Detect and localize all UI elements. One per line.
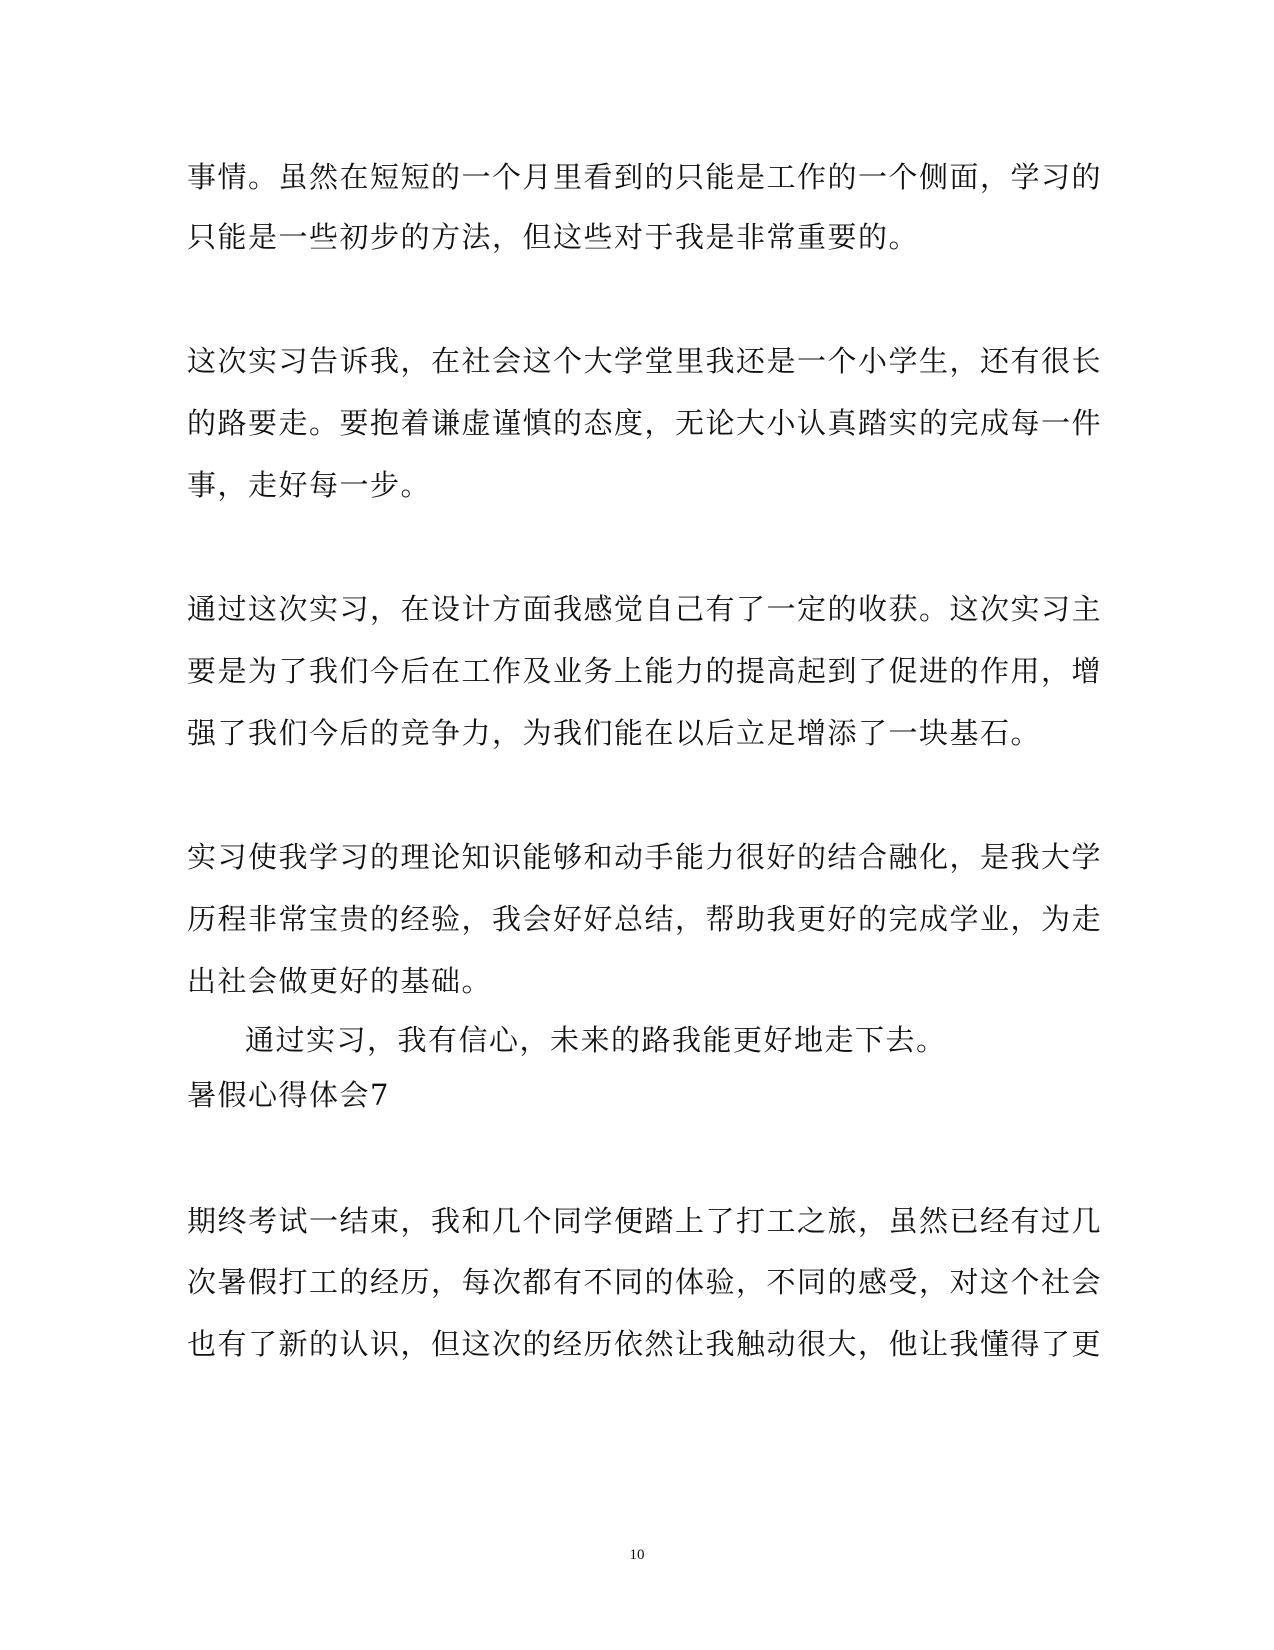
paragraph-line: 出社会做更好的基础。: [187, 964, 493, 998]
page-number: 10: [629, 1547, 645, 1563]
paragraph-line: 事，走好每一步。: [187, 468, 432, 502]
paragraph-line: 只能是一些初步的方法，但这些对于我是非常重要的。: [187, 220, 920, 254]
paragraph-line: 事情。虽然在短短的一个月里看到的只能是工作的一个侧面，学习的: [187, 160, 1103, 194]
paragraph-line: 次暑假打工的经历，每次都有不同的体验，不同的感受，对这个社会: [187, 1265, 1103, 1299]
paragraph-line: 的路要走。要抱着谦虚谨慎的态度，无论大小认真踏实的完成每一件: [187, 406, 1103, 440]
paragraph-line: 强了我们今后的竞争力，为我们能在以后立足增添了一块基石。: [187, 716, 1042, 750]
paragraph-line: 历程非常宝贵的经验，我会好好总结，帮助我更好的完成学业，为走: [187, 902, 1103, 936]
paragraph-line: 期终考试一结束，我和几个同学便踏上了打工之旅，虽然已经有过几: [187, 1204, 1103, 1238]
paragraph-line: 要是为了我们今后在工作及业务上能力的提高起到了促进的作用，增: [187, 654, 1103, 688]
paragraph-line-indented: 通过实习，我有信心，未来的路我能更好地走下去。: [245, 1023, 947, 1057]
paragraph-line: 通过这次实习，在设计方面我感觉自己有了一定的收获。这次实习主: [187, 592, 1103, 626]
paragraph-line: 这次实习告诉我，在社会这个大学堂里我还是一个小学生，还有很长: [187, 344, 1103, 378]
paragraph-line: 也有了新的认识，但这次的经历依然让我触动很大，他让我懂得了更: [187, 1327, 1103, 1361]
paragraph-line: 实习使我学习的理论知识能够和动手能力很好的结合融化，是我大学: [187, 840, 1103, 874]
section-heading: 暑假心得体会7: [187, 1078, 390, 1112]
